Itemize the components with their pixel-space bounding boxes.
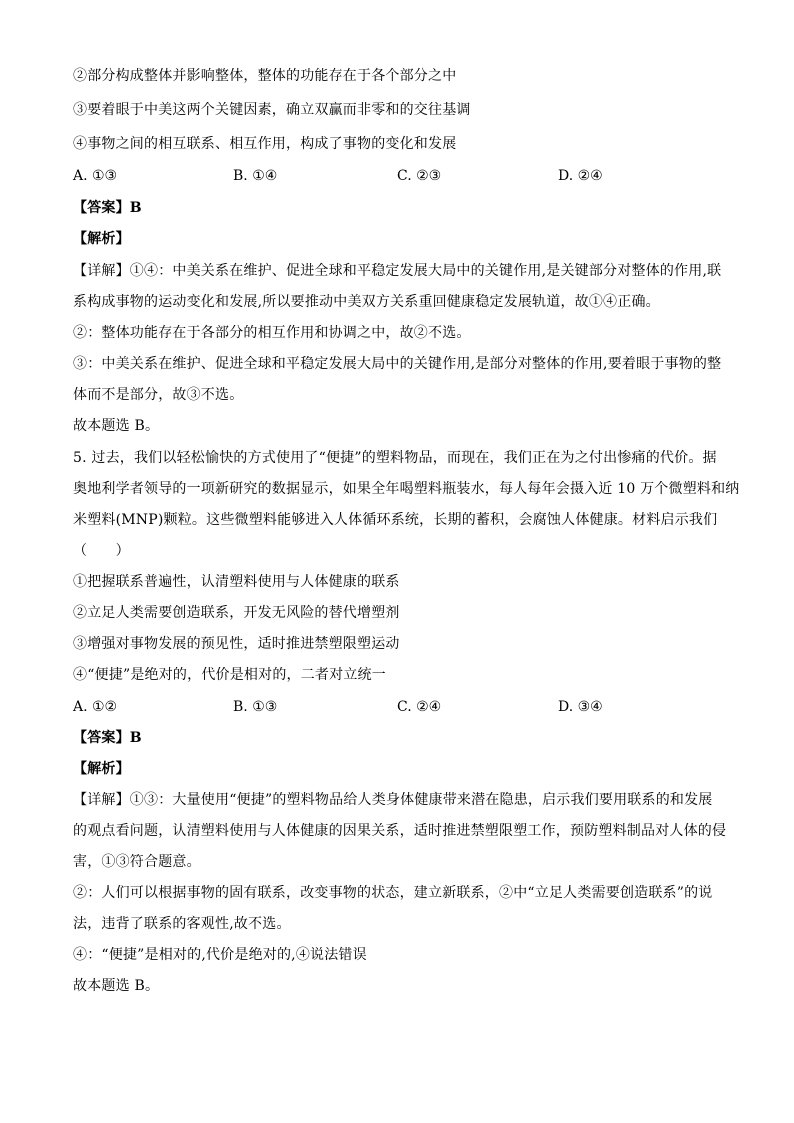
q5-answer: 【答案】B <box>73 730 142 746</box>
q5-detail-line: 法，违背了联系的客观性,故不选。 <box>73 916 291 932</box>
q5-option-b: B. ①③ <box>233 699 278 715</box>
q4-detail-line: 体而不是部分，故③不选。 <box>73 387 244 403</box>
q4-detail-line: ②：整体功能存在于各部分的相互作用和协调之中，故②不选。 <box>73 325 471 341</box>
q4-detail-line: ③：中美关系在维护、促进全球和平稳定发展大局中的关键作用,是部分对整体的作用,要着眼于事物的整 <box>73 356 722 372</box>
q4-option-a: A. ①③ <box>73 168 118 184</box>
q5-stem-line: 5. 过去，我们以轻松愉快的方式使用了“便捷”的塑料物品，而现在，我们正在为之付出惨痛的代价。据 <box>73 450 717 466</box>
q5-detail-line: ②：人们可以根据事物的固有联系，改变事物的状态，建立新联系，②中“立足人类需要创造联系”的说 <box>73 885 713 901</box>
q4-statement-2: ②部分构成整体并影响整体，整体的功能存在于各个部分之中 <box>73 68 457 84</box>
q4-option-d: D. ②④ <box>558 168 603 184</box>
q4-analysis-label: 【解析】 <box>73 231 130 247</box>
q5-detail-line: 【详解】①③：大量使用“便捷”的塑料物品给人类身体健康带来潜在隐患，启示我们要用联系的和发展 <box>73 792 713 808</box>
q5-detail-line: 害，①③符合题意。 <box>73 854 201 870</box>
q5-stem-line: 米塑料(MNP)颗粒。这些微塑料能够进入人体循环系统，长期的蓄积，会腐蚀人体健康。材料启示我们 <box>73 512 718 528</box>
q4-conclusion: 故本题选 B。 <box>73 418 160 434</box>
q5-conclusion: 故本题选 B。 <box>73 978 160 994</box>
q5-stem-line: 奥地利学者领导的一项新研究的数据显示，如果全年喝塑料瓶装水，每人每年会摄入近 10 万个微塑料和纳 <box>73 481 740 497</box>
q5-option-d: D. ③④ <box>558 699 603 715</box>
q4-detail-line: 系构成事物的运动变化和发展,所以要推动中美双方关系重回健康稳定发展轨道，故①④正确。 <box>73 294 660 310</box>
q5-statement-2: ②立足人类需要创造联系，开发无风险的替代增塑剂 <box>73 605 400 621</box>
q5-statement-3: ③增强对事物发展的预见性，适时推进禁塑限塑运动 <box>73 636 400 652</box>
q4-option-c: C. ②③ <box>397 168 442 184</box>
q5-option-c: C. ②④ <box>397 699 442 715</box>
q5-detail-line: 的观点看问题，认清塑料使用与人体健康的因果关系，适时推进禁塑限塑工作，预防塑料制品对人体的侵 <box>73 823 727 839</box>
q5-analysis-label: 【解析】 <box>73 761 130 777</box>
q4-option-b: B. ①④ <box>233 168 278 184</box>
q4-statement-3: ③要着眼于中美这两个关键因素，确立双赢而非零和的交往基调 <box>73 102 471 118</box>
q4-detail-line: 【详解】①④：中美关系在维护、促进全球和平稳定发展大局中的关键作用,是关键部分对整体的作用,联 <box>73 263 722 279</box>
q5-detail-line: ④：“便捷”是相对的,代价是绝对的,④说法错误 <box>73 947 367 963</box>
q5-option-a: A. ①② <box>73 699 118 715</box>
q5-answer-blank: （ ） <box>73 543 130 559</box>
q5-statement-4: ④“便捷”是绝对的，代价是相对的，二者对立统一 <box>73 667 386 683</box>
q4-statement-4: ④事物之间的相互联系、相互作用，构成了事物的变化和发展 <box>73 136 457 152</box>
q4-answer: 【答案】B <box>73 200 142 216</box>
q5-statement-1: ①把握联系普遍性，认清塑料使用与人体健康的联系 <box>73 574 400 590</box>
